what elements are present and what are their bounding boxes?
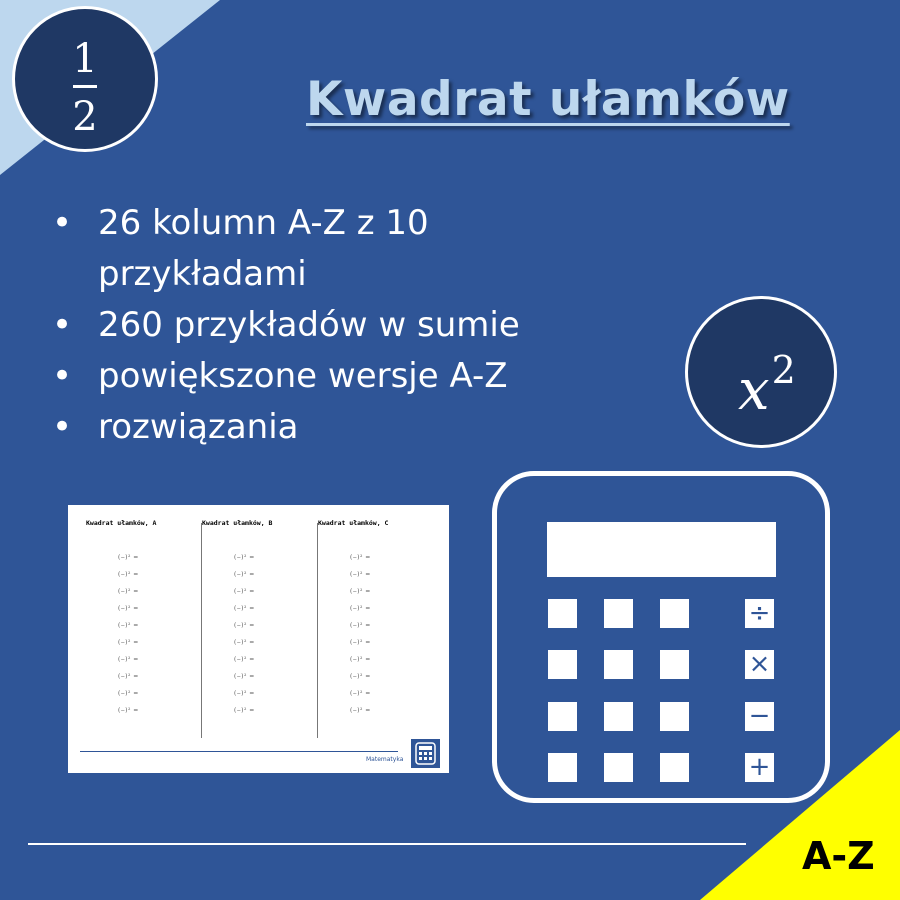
preview-exercise-line (234, 617, 255, 634)
preview-exercise-line (350, 651, 371, 668)
calculator-key (604, 650, 633, 679)
preview-exercise-line (118, 600, 139, 617)
preview-exercise-glyphs: (‒)² = (234, 690, 255, 697)
preview-exercise-glyphs: (‒)² = (118, 588, 139, 595)
preview-exercise-glyphs: (‒)² = (234, 673, 255, 680)
preview-exercise-line (118, 685, 139, 702)
fraction-denominator: 2 (72, 94, 98, 140)
preview-exercise-line (350, 634, 371, 651)
preview-exercise-glyphs: (‒)² = (118, 571, 139, 578)
preview-exercise-line (350, 583, 371, 600)
preview-exercise-line (234, 651, 255, 668)
minus-key: − (745, 702, 774, 731)
preview-exercise-line (118, 702, 139, 719)
calculator-key (604, 753, 633, 782)
preview-exercise-glyphs: (‒)² = (234, 588, 255, 595)
feature-item: • rozwiązania (48, 402, 588, 453)
preview-exercise-line (350, 668, 371, 685)
bottom-divider (28, 843, 746, 845)
page-title: Kwadrat ułamków (306, 72, 790, 127)
preview-exercise-glyphs: (‒)² = (118, 605, 139, 612)
preview-exercise-glyphs: (‒)² = (350, 571, 371, 578)
preview-exercise-glyphs: (‒)² = (350, 656, 371, 663)
worksheet-preview (68, 505, 449, 773)
fraction-numerator: 1 (72, 36, 98, 82)
fraction-bar (73, 85, 97, 88)
preview-column (318, 519, 433, 737)
calculator-key (548, 702, 577, 731)
preview-exercise-line (234, 634, 255, 651)
preview-exercise-glyphs: (‒)² = (234, 622, 255, 629)
preview-exercise-glyphs: (‒)² = (118, 639, 139, 646)
preview-column-heading: Kwadrat ułamków, B (202, 519, 273, 527)
preview-exercise-lines (118, 549, 139, 719)
preview-exercise-line (350, 549, 371, 566)
feature-item: • 260 przykładów w sumie (48, 300, 588, 351)
feature-item: • 26 kolumn A-Z z 10 przykładami (48, 198, 588, 300)
preview-exercise-glyphs: (‒)² = (234, 707, 255, 714)
calculator-key (660, 599, 689, 628)
preview-exercise-line (234, 685, 255, 702)
preview-exercise-line (234, 566, 255, 583)
preview-exercise-glyphs: (‒)² = (234, 639, 255, 646)
preview-exercise-glyphs: (‒)² = (350, 690, 371, 697)
calculator-key (660, 650, 689, 679)
preview-exercise-line (118, 583, 139, 600)
preview-column (202, 519, 317, 737)
power-expression (738, 335, 796, 426)
preview-exercise-line (234, 668, 255, 685)
preview-exercise-glyphs: (‒)² = (350, 605, 371, 612)
preview-exercise-line (234, 600, 255, 617)
preview-exercise-line (350, 702, 371, 719)
preview-exercise-line (118, 668, 139, 685)
preview-exercise-line (118, 634, 139, 651)
preview-exercise-glyphs: (‒)² = (234, 554, 255, 561)
preview-exercise-glyphs: (‒)² = (234, 605, 255, 612)
preview-column-heading: Kwadrat ułamków, C (318, 519, 389, 527)
preview-exercise-line (350, 600, 371, 617)
preview-exercise-line (118, 617, 139, 634)
preview-exercise-glyphs: (‒)² = (350, 707, 371, 714)
feature-item: • powiększone wersje A-Z (48, 351, 588, 402)
preview-exercise-lines (234, 549, 255, 719)
calculator-key (548, 650, 577, 679)
calculator-key (660, 702, 689, 731)
plus-key: + (745, 753, 774, 782)
calculator-key (548, 599, 577, 628)
preview-exercise-glyphs: (‒)² = (350, 673, 371, 680)
preview-exercise-glyphs: (‒)² = (350, 588, 371, 595)
preview-exercise-line (234, 702, 255, 719)
calculator-key (660, 753, 689, 782)
preview-exercise-glyphs: (‒)² = (118, 690, 139, 697)
power-exponent: 2 (771, 348, 796, 392)
calculator-display (547, 522, 776, 577)
preview-exercise-line (118, 566, 139, 583)
feature-list (48, 198, 588, 453)
preview-exercise-glyphs: (‒)² = (118, 622, 139, 629)
preview-exercise-line (118, 651, 139, 668)
x-squared-badge (685, 296, 837, 448)
preview-exercise-line (350, 685, 371, 702)
preview-exercise-glyphs: (‒)² = (234, 656, 255, 663)
preview-exercise-lines (350, 549, 371, 719)
preview-exercise-line (234, 549, 255, 566)
preview-column-heading: Kwadrat ułamków, A (86, 519, 157, 527)
corner-label: A-Z (802, 834, 875, 878)
preview-footer-rule (80, 751, 398, 752)
preview-exercise-glyphs: (‒)² = (350, 622, 371, 629)
calculator-key (604, 599, 633, 628)
preview-column (86, 519, 201, 737)
preview-footer-label: Matematyka (366, 756, 404, 763)
power-base: x (738, 358, 770, 423)
multiply-key: × (745, 650, 774, 679)
preview-exercise-glyphs: (‒)² = (350, 639, 371, 646)
preview-exercise-line (350, 566, 371, 583)
preview-exercise-line (118, 549, 139, 566)
preview-exercise-line (234, 583, 255, 600)
fraction-badge (12, 6, 158, 152)
calculator-key (548, 753, 577, 782)
calculator-key (604, 702, 633, 731)
preview-exercise-glyphs: (‒)² = (118, 707, 139, 714)
preview-exercise-glyphs: (‒)² = (118, 554, 139, 561)
preview-exercise-glyphs: (‒)² = (234, 571, 255, 578)
preview-exercise-glyphs: (‒)² = (118, 656, 139, 663)
preview-exercise-glyphs: (‒)² = (350, 554, 371, 561)
calculator-icon (411, 739, 440, 768)
divide-key: ÷ (745, 599, 774, 628)
preview-exercise-line (350, 617, 371, 634)
preview-exercise-glyphs: (‒)² = (118, 673, 139, 680)
